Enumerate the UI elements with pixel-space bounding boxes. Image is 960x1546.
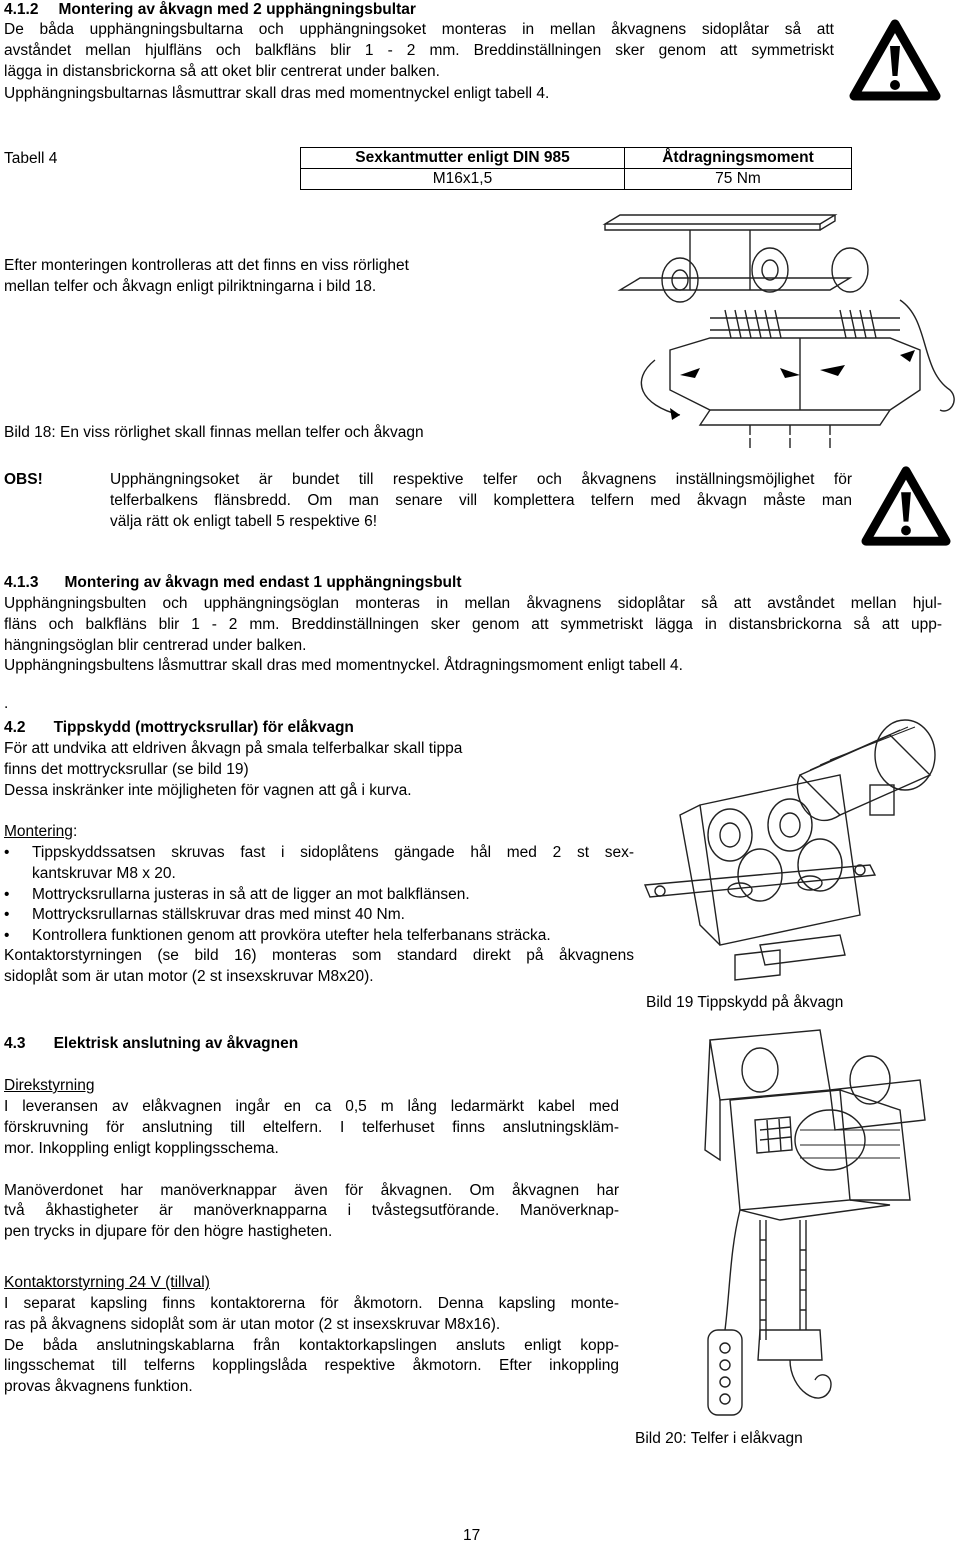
section-4-3-heading (4, 1034, 298, 1054)
figure-18-trolley-drawing (600, 210, 960, 450)
paragraph-line: sidoplåt som är utan motor (2 st insexskruvar M8x20). (4, 968, 374, 985)
table-cell: M16x1,5 (301, 169, 625, 190)
paragraph-line: pen trycks in djupare för den högre hastigheten. (4, 1223, 333, 1240)
section-title: Tippskydd (mottrycksrullar) för elåkvagn (53, 719, 354, 736)
table-cell: 75 Nm (625, 169, 852, 190)
section-4-1-2-heading (4, 0, 416, 20)
page-number: 17 (463, 1527, 481, 1544)
paragraph-line: Manöverdonet har manöverknappar även för åkvagnen. Om åkvagnen har (4, 1182, 619, 1199)
list-item: • Kontrollera funktionen genom att provköra utefter hela telferbanans sträcka. (4, 927, 551, 944)
section-number: 4.1.2 (4, 1, 39, 18)
list-item-continuation: kantskruvar M8 x 20. (32, 865, 176, 882)
section-title: Elektrisk anslutning av åkvagnen (53, 1035, 299, 1052)
paragraph-line: finns det mottrycksrullar (se bild 19) (4, 761, 249, 778)
list-item: • Mottrycksrullarnas ställskruvar dras med minst 40 Nm. (4, 906, 405, 923)
figure-19-anti-tip-drawing (640, 715, 940, 985)
section-title: Montering av åkvagn med endast 1 upphängningsbult (64, 574, 462, 591)
paragraph-line: I separat kapsling finns kontaktorerna för åkmotorn. Denna kapsling monte- (4, 1295, 619, 1312)
section-number: 4.3 (4, 1035, 26, 1052)
paragraph-line: avståndet mellan hjulfläns och balkfläns blir 1 - 2 mm. Breddinställningen sker genom att symmetriskt (4, 42, 834, 59)
warning-triangle-icon (850, 18, 940, 102)
obs-line: Upphängningsoket är bundet till respektive telfer och åkvagnens inställningsmöjlighet för (110, 471, 852, 488)
paragraph-line: lägga in distansbrickorna så att oket blir centrerat under balken. (4, 63, 440, 80)
section-title: Montering av åkvagn med 2 upphängningsbultar (58, 1, 416, 18)
paragraph-line: För att undvika att eldriven åkvagn på smala telferbalkar skall tippa (4, 740, 463, 757)
bullet-icon: • (4, 886, 10, 903)
paragraph-line: De båda upphängningsbultarna och upphängningsoket monteras in mellan åkvagnens sidoplåtar så att (4, 21, 834, 38)
list-item: • Tippskyddssatsen skruvas fast i sidoplåtens gängade hål med 2 st sex- (4, 844, 634, 861)
paragraph-line: förskruvning för anslutning till eltelfern. I telferhuset finns anslutningskläm- (4, 1119, 619, 1136)
list-item: • Mottrycksrullarna justeras in så att de ligger an mot balkflänsen. (4, 886, 470, 903)
stray-dot: . (4, 695, 9, 712)
paragraph-line: mor. Inkoppling enligt kopplingsschema. (4, 1140, 279, 1157)
table-header: Åtdragningsmoment (625, 148, 852, 169)
bullet-icon: • (4, 906, 10, 923)
direktstyrning-label: Direkstyrning (4, 1077, 95, 1094)
table-label: Tabell 4 (4, 150, 58, 167)
paragraph-line: Upphängningsbultens låsmuttrar skall dras med momentnyckel. Åtdragningsmoment enligt tabell 4. (4, 657, 683, 674)
bullet-icon: • (4, 927, 10, 944)
paragraph-line: Efter monteringen kontrolleras att det finns en viss rörlighet (4, 257, 409, 274)
torque-table (300, 147, 852, 190)
figure-18-caption: Bild 18: En viss rörlighet skall finnas mellan telfer och åkvagn (4, 424, 424, 441)
kontaktorstyrning-label: Kontaktorstyrning 24 V (tillval) (4, 1274, 210, 1291)
paragraph-line: I leveransen av elåkvagnen ingår en ca 0,5 m lång ledarmärkt kabel med (4, 1098, 619, 1115)
section-number: 4.2 (4, 719, 26, 736)
figure-19-caption: Bild 19 Tippskydd på åkvagn (646, 994, 844, 1011)
paragraph-line: ras på åkvagnens sidoplåt som är utan motor (2 st insexskruvar M8x16). (4, 1316, 501, 1333)
paragraph-line: Dessa inskränker inte möjligheten för vagnen att gå i kurva. (4, 782, 412, 799)
paragraph-line: fläns och balkfläns blir 1 - 2 mm. Breddinställningen sker genom att symmetriskt lägga in distansbrickorna så att upp- (4, 616, 942, 633)
paragraph-line: provas åkvagnens funktion. (4, 1378, 193, 1395)
obs-label: OBS! (4, 471, 43, 488)
figure-20-caption: Bild 20: Telfer i elåkvagn (635, 1430, 803, 1447)
section-4-1-3-heading (4, 573, 462, 593)
section-number: 4.1.3 (4, 574, 39, 591)
section-4-2-heading (4, 718, 354, 738)
paragraph-line: Upphängningsbulten och upphängningsöglan monteras in mellan åkvagnens sidoplåtar så att avståndet mellan hjul- (4, 595, 942, 612)
warning-triangle-icon (862, 464, 950, 548)
paragraph-line: två åkhastigheter är manöverknapparna i tvåstegsutförande. Manöverknap- (4, 1202, 619, 1219)
obs-line: välja rätt ok enligt tabell 5 respektive 6! (110, 513, 378, 530)
bullet-icon: • (4, 844, 10, 861)
obs-line: telferbalkens flänsbredd. Om man senare vill komplettera telfern med åkvagn måste man (110, 492, 852, 509)
paragraph-line: Kontaktorstyrningen (se bild 16) monteras som standard direkt på åkvagnens (4, 947, 634, 964)
montering-label: Montering: (4, 823, 78, 840)
paragraph-line: De båda anslutningskablarna från kontaktorkapslingen ansluts enligt kopp- (4, 1337, 619, 1354)
paragraph-line: hängningsöglan blir centrerad under balken. (4, 637, 307, 654)
paragraph-line: lingsschemat till telferns kopplingslåda respektive åkmotorn. Efter inkoppling (4, 1357, 619, 1374)
table-header: Sexkantmutter enligt DIN 985 (301, 148, 625, 169)
paragraph-line: mellan telfer och åkvagn enligt pilriktningarna i bild 18. (4, 278, 377, 295)
figure-20-hoist-drawing (700, 1030, 940, 1420)
paragraph-line: Upphängningsbultarnas låsmuttrar skall dras med momentnyckel enligt tabell 4. (4, 85, 550, 102)
